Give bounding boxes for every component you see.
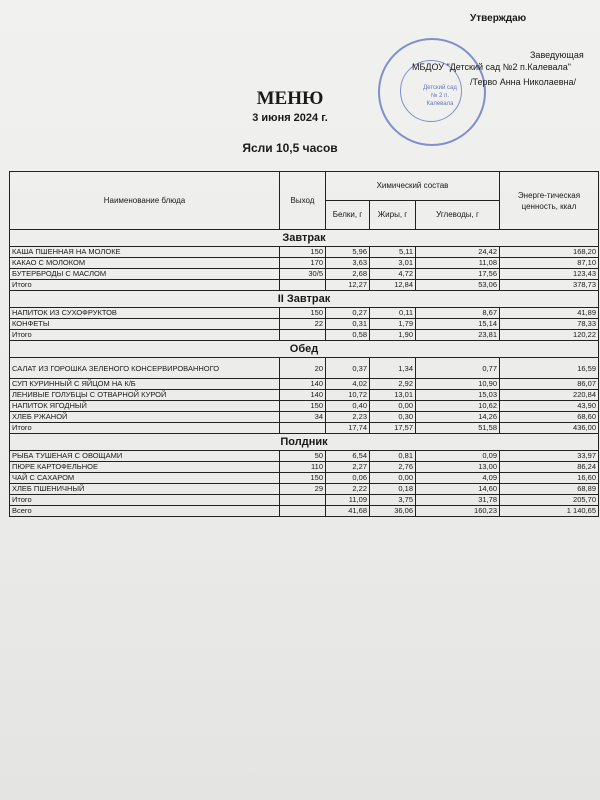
dish-fat: 2,76 (370, 462, 416, 473)
dish-protein: 0,40 (326, 401, 370, 412)
dish-carbs: 17,56 (416, 269, 500, 280)
dish-energy: 87,10 (500, 258, 599, 269)
dish-carbs: 0,77 (416, 358, 500, 379)
dish-name: РЫБА ТУШЕНАЯ С ОВОЩАМИ (10, 451, 280, 462)
dish-name: ПЮРЕ КАРТОФЕЛЬНОЕ (10, 462, 280, 473)
dish-energy: 68,60 (500, 412, 599, 423)
dish-name: ХЛЕБ РЖАНОЙ (10, 412, 280, 423)
dish-carbs: 14,60 (416, 484, 500, 495)
total-row (10, 280, 599, 291)
organization-name: МБДОУ "Детский сад №2 п.Калевала" (412, 62, 571, 72)
total-energy: 378,73 (500, 280, 599, 291)
col-protein-header: Белки, г (326, 201, 370, 230)
dish-carbs: 15,14 (416, 319, 500, 330)
dish-name: БУТЕРБРОДЫ С МАСЛОМ (10, 269, 280, 280)
table-row (10, 247, 599, 258)
total-fat: 17,57 (370, 423, 416, 434)
dish-output: 20 (280, 358, 326, 379)
dish-output: 140 (280, 379, 326, 390)
dish-name: САЛАТ ИЗ ГОРОШКА ЗЕЛЕНОГО КОНСЕРВИРОВАННОГО (10, 358, 280, 379)
dish-name: ХЛЕБ ПШЕНИЧНЫЙ (10, 484, 280, 495)
dish-name: КОНФЕТЫ (10, 319, 280, 330)
dish-carbs: 15,03 (416, 390, 500, 401)
menu-table (9, 171, 599, 517)
section-title: Полдник (10, 434, 599, 451)
grand-total-row (10, 506, 599, 517)
grand-total-carbs: 160,23 (416, 506, 500, 517)
table-row (10, 462, 599, 473)
total-protein: 11,09 (326, 495, 370, 506)
dish-carbs: 11,08 (416, 258, 500, 269)
dish-carbs: 8,67 (416, 308, 500, 319)
total-row (10, 423, 599, 434)
dish-energy: 68,89 (500, 484, 599, 495)
dish-output: 170 (280, 258, 326, 269)
section-header-row (10, 434, 599, 451)
menu-date: 3 июня 2024 г. (252, 112, 328, 124)
col-output-header: Выход (280, 172, 326, 230)
total-output-empty (280, 423, 326, 434)
grand-total-protein: 41,68 (326, 506, 370, 517)
table-row (10, 269, 599, 280)
dish-name: КАША ПШЕННАЯ НА МОЛОКЕ (10, 247, 280, 258)
dish-protein: 2,27 (326, 462, 370, 473)
dish-energy: 43,90 (500, 401, 599, 412)
col-fat-header: Жиры, г (370, 201, 416, 230)
total-protein: 12,27 (326, 280, 370, 291)
total-label: Итого (10, 423, 280, 434)
total-carbs: 23,81 (416, 330, 500, 341)
table-row (10, 390, 599, 401)
grand-total-label: Всего (10, 506, 280, 517)
dish-fat: 0,00 (370, 473, 416, 484)
dish-energy: 33,97 (500, 451, 599, 462)
table-row (10, 451, 599, 462)
dish-fat: 4,72 (370, 269, 416, 280)
col-chem-header: Химический состав (326, 172, 500, 201)
dish-fat: 0,81 (370, 451, 416, 462)
dish-fat: 0,30 (370, 412, 416, 423)
dish-fat: 13,01 (370, 390, 416, 401)
dish-energy: 41,89 (500, 308, 599, 319)
dish-output: 30/5 (280, 269, 326, 280)
grand-total-energy: 1 140,65 (500, 506, 599, 517)
dish-name: НАПИТОК ИЗ СУХОФРУКТОВ (10, 308, 280, 319)
total-protein: 0,58 (326, 330, 370, 341)
head-title: Заведующая (530, 50, 584, 60)
stamp-text: Детский сад № 2 п. Калевала (423, 85, 457, 107)
total-energy: 205,70 (500, 495, 599, 506)
dish-energy: 86,07 (500, 379, 599, 390)
dish-output: 34 (280, 412, 326, 423)
total-row (10, 330, 599, 341)
total-output-empty (280, 495, 326, 506)
dish-energy: 16,60 (500, 473, 599, 484)
total-output-empty (280, 330, 326, 341)
total-fat: 12,84 (370, 280, 416, 291)
dish-protein: 0,27 (326, 308, 370, 319)
grand-total-output-empty (280, 506, 326, 517)
dish-energy: 123,43 (500, 269, 599, 280)
dish-carbs: 13,00 (416, 462, 500, 473)
dish-output: 29 (280, 484, 326, 495)
table-row (10, 308, 599, 319)
dish-protein: 0,37 (326, 358, 370, 379)
section-title: Обед (10, 341, 599, 358)
table-row (10, 412, 599, 423)
director-name: /Терво Анна Николаевна/ (470, 77, 577, 87)
page-title: МЕНЮ (256, 88, 324, 109)
dish-energy: 220,84 (500, 390, 599, 401)
dish-protein: 4,02 (326, 379, 370, 390)
dish-protein: 6,54 (326, 451, 370, 462)
dish-carbs: 0,09 (416, 451, 500, 462)
dish-name: НАПИТОК ЯГОДНЫЙ (10, 401, 280, 412)
dish-carbs: 14,26 (416, 412, 500, 423)
dish-name: КАКАО С МОЛОКОМ (10, 258, 280, 269)
dish-fat: 0,00 (370, 401, 416, 412)
col-carbs-header: Углеводы, г (416, 201, 500, 230)
dish-fat: 0,18 (370, 484, 416, 495)
col-energy-header: Энерге-тическая ценность, ккал (500, 172, 599, 230)
total-fat: 3,75 (370, 495, 416, 506)
total-label: Итого (10, 495, 280, 506)
total-carbs: 51,58 (416, 423, 500, 434)
table-row (10, 484, 599, 495)
dish-output: 50 (280, 451, 326, 462)
group-name: Ясли 10,5 часов (242, 141, 338, 155)
dish-energy: 168,20 (500, 247, 599, 258)
total-protein: 17,74 (326, 423, 370, 434)
dish-fat: 1,79 (370, 319, 416, 330)
dish-protein: 2,68 (326, 269, 370, 280)
section-header-row (10, 341, 599, 358)
dish-fat: 5,11 (370, 247, 416, 258)
menu-body (10, 230, 599, 517)
dish-fat: 3,01 (370, 258, 416, 269)
section-header-row (10, 230, 599, 247)
dish-protein: 0,06 (326, 473, 370, 484)
dish-output: 110 (280, 462, 326, 473)
section-header-row (10, 291, 599, 308)
total-label: Итого (10, 280, 280, 291)
dish-name: ЛЕНИВЫЕ ГОЛУБЦЫ С ОТВАРНОЙ КУРОЙ (10, 390, 280, 401)
dish-output: 140 (280, 390, 326, 401)
total-energy: 436,00 (500, 423, 599, 434)
dish-fat: 2,92 (370, 379, 416, 390)
dish-protein: 2,23 (326, 412, 370, 423)
table-row (10, 379, 599, 390)
dish-fat: 0,11 (370, 308, 416, 319)
dish-protein: 10,72 (326, 390, 370, 401)
dish-carbs: 4,09 (416, 473, 500, 484)
total-energy: 120,22 (500, 330, 599, 341)
dish-energy: 16,59 (500, 358, 599, 379)
dish-carbs: 24,42 (416, 247, 500, 258)
dish-output: 150 (280, 247, 326, 258)
total-fat: 1,90 (370, 330, 416, 341)
dish-protein: 5,96 (326, 247, 370, 258)
total-carbs: 53,06 (416, 280, 500, 291)
dish-energy: 86,24 (500, 462, 599, 473)
dish-output: 22 (280, 319, 326, 330)
dish-carbs: 10,62 (416, 401, 500, 412)
dish-protein: 0,31 (326, 319, 370, 330)
approve-label: Утверждаю (470, 13, 527, 24)
dish-output: 150 (280, 401, 326, 412)
table-row (10, 473, 599, 484)
dish-name: СУП КУРИННЫЙ С ЯЙЦОМ НА К/Б (10, 379, 280, 390)
section-title: II Завтрак (10, 291, 599, 308)
table-row (10, 401, 599, 412)
dish-carbs: 10,90 (416, 379, 500, 390)
total-carbs: 31,78 (416, 495, 500, 506)
total-output-empty (280, 280, 326, 291)
table-row (10, 319, 599, 330)
dish-fat: 1,34 (370, 358, 416, 379)
table-row (10, 358, 599, 379)
total-label: Итого (10, 330, 280, 341)
col-name-header: Наименование блюда (10, 172, 280, 230)
total-row (10, 495, 599, 506)
dish-output: 150 (280, 308, 326, 319)
dish-energy: 78,33 (500, 319, 599, 330)
dish-protein: 2,22 (326, 484, 370, 495)
grand-total-fat: 36,06 (370, 506, 416, 517)
dish-name: ЧАЙ С САХАРОМ (10, 473, 280, 484)
dish-protein: 3,63 (326, 258, 370, 269)
dish-output: 150 (280, 473, 326, 484)
table-row (10, 258, 599, 269)
section-title: Завтрак (10, 230, 599, 247)
